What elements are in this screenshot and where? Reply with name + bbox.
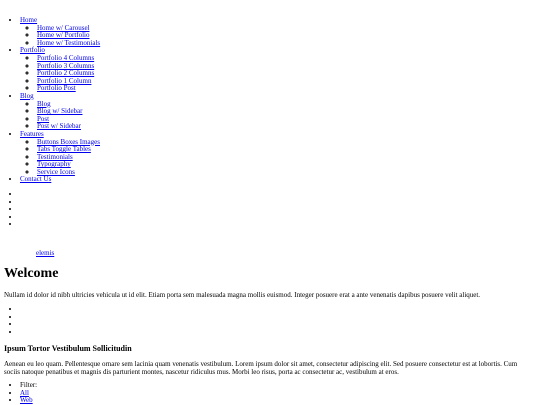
nav-sublink-typography[interactable]: Typography bbox=[37, 160, 71, 169]
filter-web-link[interactable]: Web bbox=[20, 396, 33, 405]
nav-submenu bbox=[20, 101, 100, 131]
page-title: Welcome bbox=[4, 266, 59, 281]
nav-submenu-item bbox=[37, 85, 100, 93]
nav-sublink-home-w-testimonials[interactable]: Home w/ Testimonials bbox=[37, 38, 101, 47]
nav-sublink-portfolio-3-columns[interactable]: Portfolio 3 Columns bbox=[37, 61, 95, 70]
section-heading: Ipsum Tortor Vestibulum Sollicitudin bbox=[4, 344, 132, 353]
nav-sublink-post-w-sidebar[interactable]: Post w/ Sidebar bbox=[37, 122, 81, 131]
nav-link-blog[interactable]: Blog bbox=[20, 91, 34, 100]
nav-sublink-tabs-toggle-tables[interactable]: Tabs Toggle Tables bbox=[37, 145, 91, 154]
nav-item bbox=[20, 176, 100, 184]
nav-sublink-service-icons[interactable]: Service Icons bbox=[37, 167, 75, 176]
nav-sublink-buttons-boxes-images[interactable]: Buttons Boxes Images bbox=[37, 137, 100, 146]
main-nav bbox=[4, 17, 100, 184]
logo-link[interactable]: elemis bbox=[36, 249, 55, 257]
nav-sublink-portfolio-4-columns[interactable]: Portfolio 4 Columns bbox=[37, 53, 95, 62]
nav-item bbox=[20, 131, 100, 177]
nav-submenu bbox=[20, 139, 100, 177]
nav-submenu bbox=[20, 25, 100, 48]
portfolio-filter bbox=[4, 382, 37, 405]
nav-sublink-blog[interactable]: Blog bbox=[37, 99, 51, 108]
nav-link-features[interactable]: Features bbox=[20, 129, 44, 138]
nav-submenu bbox=[20, 55, 100, 93]
nav-submenu-item bbox=[37, 123, 100, 131]
nav-sublink-portfolio-2-columns[interactable]: Portfolio 2 Columns bbox=[37, 69, 95, 78]
nav-sublink-portfolio-1-column[interactable]: Portfolio 1 Column bbox=[37, 76, 92, 85]
section-text: Aenean eu leo quam. Pellentesque ornare sem lacinia quam venenatis vestibulum. Lorem ipsum dolor sit amet, consectetur adipiscing elit. Sed posuere consectetur est at lobortis. Cum sociis natoque penatibus et magnis dis parturient montes, nascetur ridiculus mus. Morbi leo risus, porta ac consectetur ac, vestibulum at eros. bbox=[4, 360, 518, 376]
filter-item bbox=[20, 397, 37, 405]
nav-item bbox=[20, 17, 100, 47]
nav-sublink-blog-w-sidebar[interactable]: Blog w/ Sidebar bbox=[37, 107, 83, 116]
nav-link-home[interactable]: Home bbox=[20, 16, 38, 24]
nav-sublink-post[interactable]: Post bbox=[37, 114, 50, 123]
nav-submenu-item bbox=[37, 40, 100, 48]
filter-label: • Filter: bbox=[20, 382, 37, 390]
filter-all-link[interactable]: All bbox=[20, 388, 29, 397]
nav-link-contact-us[interactable]: Contact Us bbox=[20, 175, 52, 184]
nav-sublink-testimonials[interactable]: Testimonials bbox=[37, 152, 73, 161]
nav-sublink-home-w-portfolio[interactable]: Home w/ Portfolio bbox=[37, 31, 90, 40]
empty-list bbox=[4, 306, 20, 336]
nav-link-portfolio[interactable]: Portfolio bbox=[20, 46, 45, 55]
social-links bbox=[4, 191, 20, 229]
nav-sublink-home-w-carousel[interactable]: Home w/ Carousel bbox=[37, 23, 90, 32]
nav-item bbox=[20, 47, 100, 93]
intro-text: Nullam id dolor id nibh ultricies vehicula ut id elit. Etiam porta sem malesuada magna mollis euismod. Integer posuere erat a ante venenatis dapibus posuere velit aliquet. bbox=[4, 291, 481, 299]
nav-sublink-portfolio-post[interactable]: Portfolio Post bbox=[37, 84, 76, 93]
nav-item bbox=[20, 93, 100, 131]
